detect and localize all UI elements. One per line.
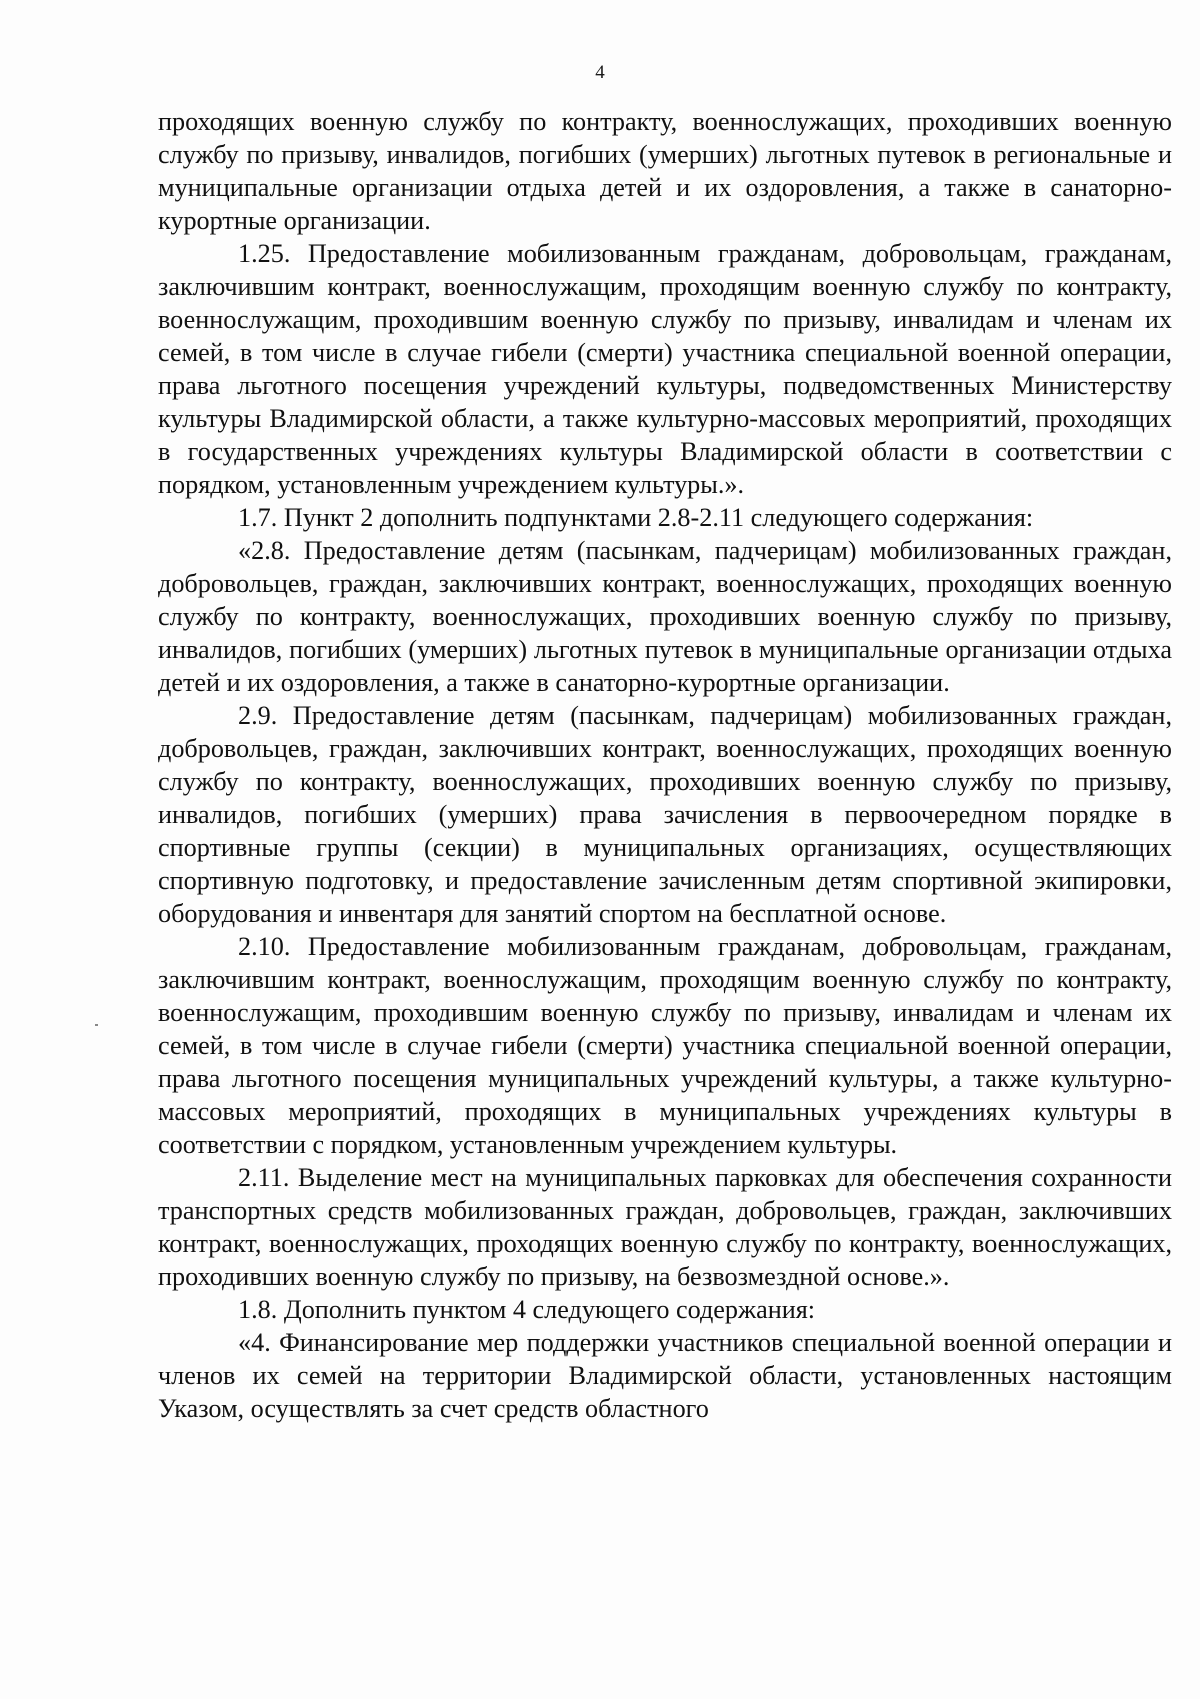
scan-speck <box>95 1024 98 1026</box>
paragraph-continuation: проходящих военную службу по контракту, военнослужащих, проходивших военную службу по призыву, инвалидов, погибших (умерших) льготных путевок в региональные и муниципальные организации отдыха детей и их оздоровления, а также в санаторно-курортные организации. <box>158 107 1172 235</box>
paragraph-2-8: «2.8. Предоставление детям (пасынкам, падчерицам) мобилизованных граждан, добровольцев, граждан, заключивших контракт, военнослужащих, проходящих военную службу по контракту, военнослужащих, проходивших военную службу по призыву, инвалидов, погибших (умерших) льготных путевок в муниципальные организации отдыха детей и их оздоровления, а также в санаторно-курортные организации. <box>158 536 1172 697</box>
paragraph-2-11: 2.11. Выделение мест на муниципальных парковках для обеспечения сохранности транспортных средств мобилизованных граждан, добровольцев, граждан, заключивших контракт, военнослужащих, проходящих военную службу по контракту, военнослужащих, проходивших военную службу по призыву, на безвозмездной основе.». <box>158 1163 1172 1291</box>
paragraph-2-10: 2.10. Предоставление мобилизованным гражданам, добровольцам, гражданам, заключившим контракт, военнослужащим, проходящим военную службу по контракту, военнослужащим, проходившим военную службу по призыву, инвалидам и членам их семей, в том числе в случае гибели (смерти) участника специальной военной операции, права льготного посещения муниципальных учреждений культуры, а также культурно-массовых мероприятий, проходящих в муниципальных учреждениях культуры в соответствии с порядком, установленным учреждением культуры. <box>158 932 1172 1159</box>
paragraph-1-25: 1.25. Предоставление мобилизованным гражданам, добровольцам, гражданам, заключившим контракт, военнослужащим, проходящим военную службу по контракту, военнослужащим, проходившим военную службу по призыву, инвалидам и членам их семей, в том числе в случае гибели (смерти) участника специальной военной операции, права льготного посещения учреждений культуры, подведомственных Министерству культуры Владимирской области, а также культурно-массовых мероприятий, проходящих в государственных учреждениях культуры Владимирской области в соответствии с порядком, установленным учреждением культуры.». <box>158 239 1172 499</box>
paragraph-1-8: 1.8. Дополнить пунктом 4 следующего содержания: <box>238 1295 816 1324</box>
document-body <box>158 105 1172 1425</box>
paragraph-1-7: 1.7. Пункт 2 дополнить подпунктами 2.8-2.11 следующего содержания: <box>238 503 1034 532</box>
page-number: 4 <box>595 62 605 83</box>
paragraph-4: «4. Финансирование мер поддержки участников специальной военной операции и членов их семей на территории Владимирской области, установленных настоящим Указом, осуществлять за счет средств областного <box>158 1328 1172 1423</box>
paragraph-2-9: 2.9. Предоставление детям (пасынкам, падчерицам) мобилизованных граждан, добровольцев, граждан, заключивших контракт, военнослужащих, проходящих военную службу по контракту, военнослужащих, проходивших военную службу по призыву, инвалидов, погибших (умерших) права зачисления в первоочередном порядке в спортивные группы (секции) в муниципальных организациях, осуществляющих спортивную подготовку, и предоставление зачисленным детям спортивной экипировки, оборудования и инвентаря для занятий спортом на бесплатной основе. <box>158 701 1172 928</box>
